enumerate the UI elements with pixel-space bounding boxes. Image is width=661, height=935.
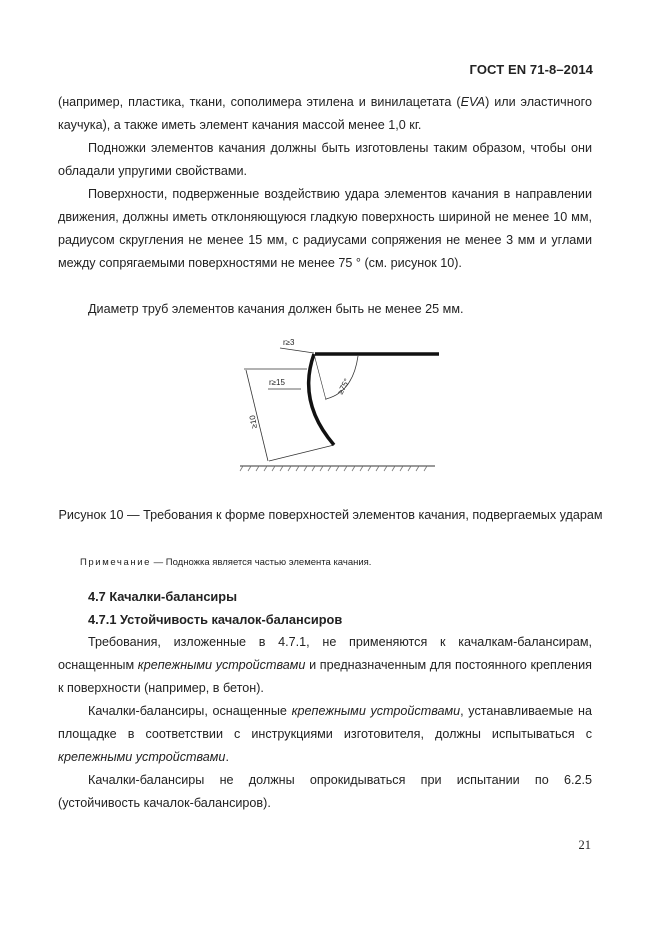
r3-leader-line — [280, 348, 314, 353]
document-header: ГОСТ EN 71-8–2014 — [469, 62, 593, 77]
curved-surface — [309, 354, 334, 445]
paragraph-6-part-b: , устанавливаемые на площадке в соответствии с инструкциями изготовителя, должны испытываться с — [58, 704, 592, 741]
note-text: — Подножка является частью элемента качания. — [151, 557, 372, 568]
paragraph-5-part-a: Требования, изложенные в 4.7.1, не применяются к качалкам-балансирам, оснащенным — [58, 635, 592, 672]
paragraph-6-term-2: крепежными устройствами — [58, 750, 226, 764]
paragraph-1 — [58, 91, 592, 137]
eva-abbrev: EVA — [460, 95, 486, 109]
paragraph-7: Качалки-балансиры не должны опрокидываться при испытании по 6.2.5 (устойчивость качалок-балансиров). — [58, 773, 592, 810]
label-75: ≥75° — [335, 377, 352, 396]
paragraph-5 — [58, 631, 592, 700]
paragraph-6-part-c: . — [225, 750, 229, 764]
label-r3: r≥3 — [283, 338, 295, 347]
paragraph-2: Подножки элементов качания должны быть изготовлены таким образом, чтобы они обладали упругими свойствами. — [58, 141, 592, 178]
paragraph-6-part-a: Качалки-балансиры, оснащенные — [88, 704, 292, 718]
paragraph-5-term: крепежными устройствами — [137, 658, 306, 672]
paragraph-6 — [58, 700, 592, 769]
page-number: 21 — [578, 838, 591, 852]
paragraph-5-part-b: и предназначенным для постоянного крепления к поверхности (например, в бетон). — [58, 658, 592, 695]
label-r15: r≥15 — [269, 378, 285, 387]
figure-note — [80, 557, 371, 568]
label-10: ≥10 — [247, 414, 259, 430]
paragraph-4: Диаметр труб элементов качания должен быть не менее 25 мм. — [88, 302, 464, 316]
section-heading-4-7: 4.7 Качалки-балансиры — [88, 589, 238, 604]
ground-hatching — [240, 466, 427, 471]
section-heading-4-7-1: 4.7.1 Устойчивость качалок-балансиров — [88, 612, 343, 627]
note-label: Примечание — [80, 557, 151, 568]
angle-ray — [314, 354, 326, 400]
figure-caption: Рисунок 10 — Требования к форме поверхностей элементов качания, подвергаемых ударам — [58, 508, 603, 522]
dim-line-vertical — [246, 370, 268, 461]
paragraph-6-term: крепежными устройствами — [291, 704, 461, 718]
dim-line-bottom — [269, 445, 334, 461]
paragraph-3: Поверхности, подверженные воздействию удара элементов качания в направлении движения, должны иметь отклоняющуюся гладкую поверхность шириной не менее 10 мм, радиусом скругления не менее 15 мм, с радиусами сопряжения не менее 3 мм и углами между сопрягаемыми поверхностями не менее 75 ° (см. рисунок 10). — [58, 187, 592, 270]
figure-10-diagram — [235, 332, 450, 474]
paragraph-1-part-b: ) или эластичного каучука), а также иметь элемент качания массой менее 1,0 кг. — [58, 95, 592, 132]
paragraph-1-part-a: (например, пластика, ткани, сополимера этилена и винилацетата ( — [58, 95, 461, 109]
